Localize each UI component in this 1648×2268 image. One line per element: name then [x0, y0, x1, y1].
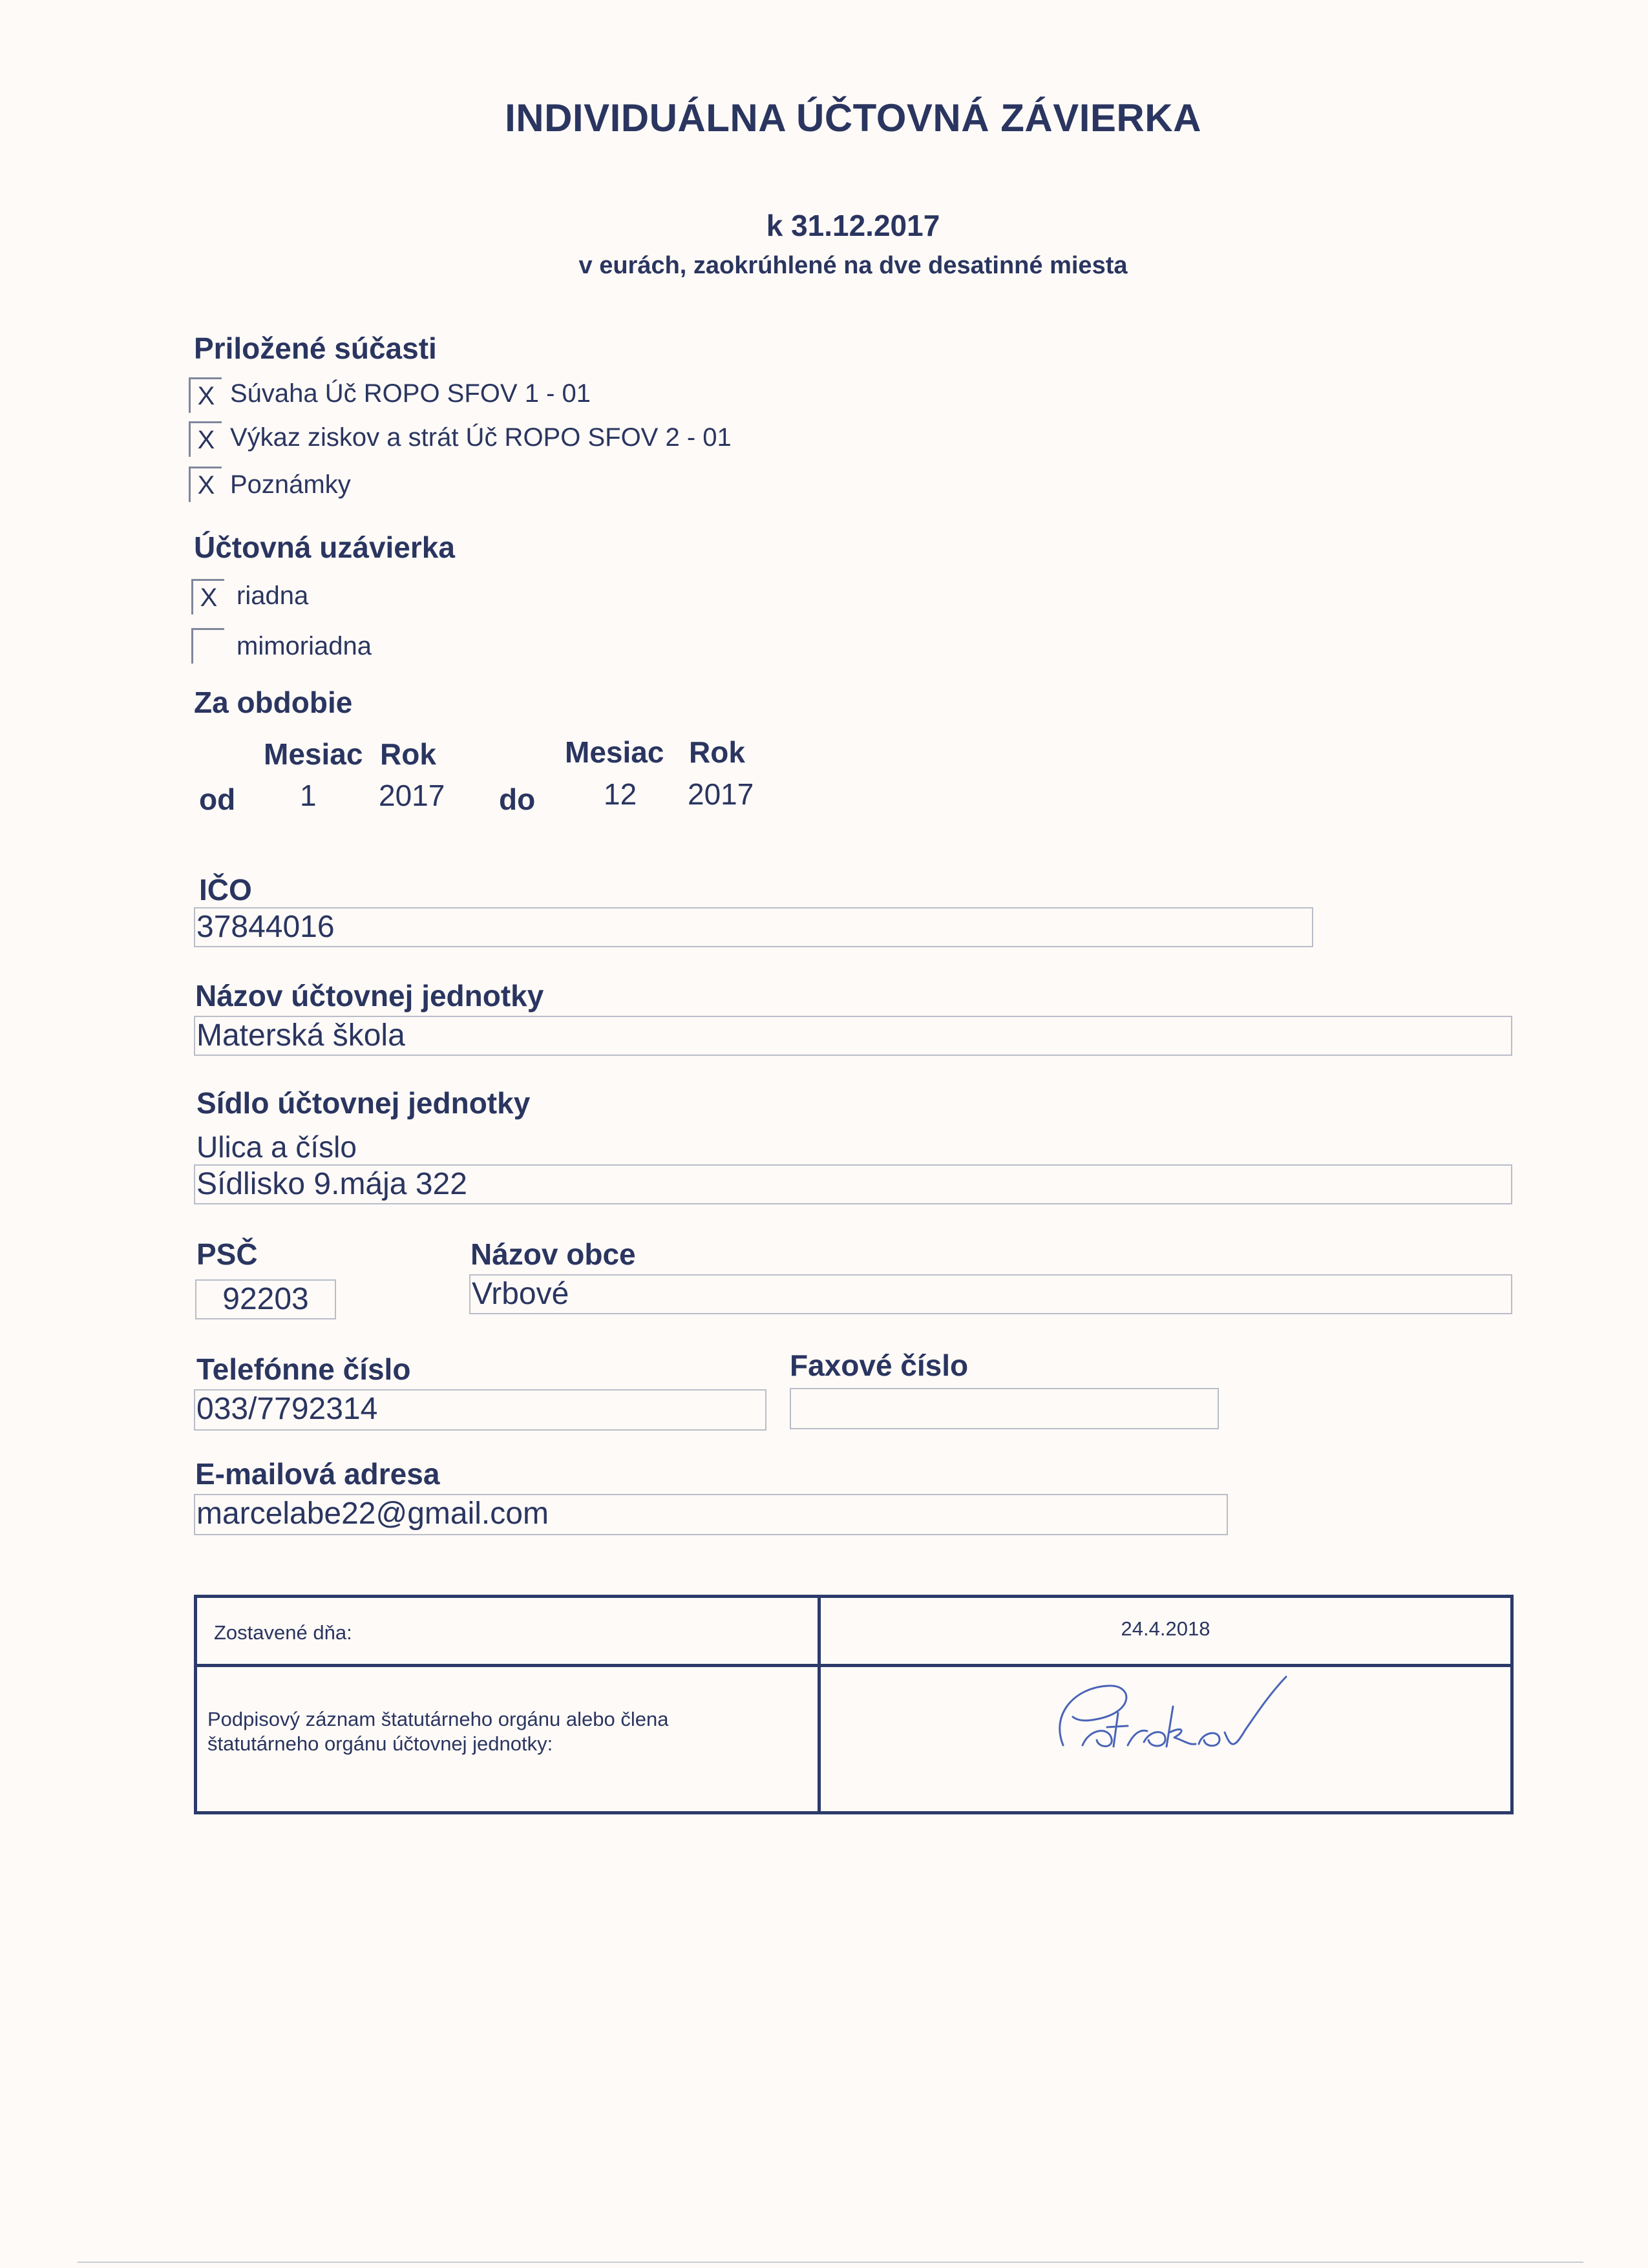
attachment-checkbox-2[interactable]: X: [189, 421, 222, 457]
closing-regular-label: riadna: [237, 582, 309, 610]
handwritten-signature: [1037, 1668, 1315, 1765]
closing-heading: Účtovná uzávierka: [194, 530, 455, 564]
entity-name-field[interactable]: Materská škola: [194, 1016, 1512, 1056]
period-heading: Za obdobie: [194, 686, 353, 719]
document-title: INDIVIDUÁLNA ÚČTOVNÁ ZÁVIERKA: [505, 96, 1201, 140]
attachment-checkbox-3[interactable]: X: [189, 467, 222, 502]
signature-label-line2: štatutárneho orgánu účtovnej jednotky:: [207, 1732, 553, 1755]
signature-label-line1: Podpisový záznam štatutárneho orgánu alebo člena: [207, 1708, 669, 1730]
page-bottom-rule: [78, 2262, 1583, 2263]
fax-field[interactable]: [790, 1388, 1219, 1429]
attachment-checkbox-1[interactable]: X: [189, 377, 222, 413]
ico-field[interactable]: 37844016: [194, 907, 1313, 947]
from-year-header: Rok: [380, 737, 436, 771]
closing-extraordinary-label: mimoriadna: [237, 632, 372, 660]
ico-label: IČO: [199, 873, 252, 907]
to-year-value: 2017: [688, 777, 754, 811]
from-label: od: [199, 782, 236, 816]
attachment-label-1: Súvaha Úč ROPO SFOV 1 - 01: [230, 379, 591, 408]
email-field[interactable]: marcelabe22@gmail.com: [194, 1494, 1228, 1535]
phone-field[interactable]: 033/7792314: [194, 1389, 766, 1431]
street-field[interactable]: Sídlisko 9.mája 322: [194, 1164, 1512, 1204]
closing-regular-checkbox[interactable]: X: [191, 579, 224, 614]
city-field[interactable]: Vrbové: [469, 1274, 1512, 1314]
attachment-label-2: Výkaz ziskov a strát Úč ROPO SFOV 2 - 01: [230, 423, 732, 452]
to-month-value: 12: [604, 777, 637, 811]
to-month-header: Mesiac: [565, 735, 664, 769]
from-month-header: Mesiac: [264, 737, 363, 771]
phone-label: Telefónne číslo: [196, 1352, 411, 1386]
address-label: Sídlo účtovnej jednotky: [196, 1086, 531, 1120]
compiled-date-label: Zostavené dňa:: [214, 1621, 352, 1644]
attachment-label-3: Poznámky: [230, 470, 351, 499]
psc-field[interactable]: 92203: [195, 1279, 336, 1319]
attachments-heading: Priložené súčasti: [194, 331, 437, 365]
city-label: Názov obce: [470, 1237, 636, 1271]
currency-note: v eurách, zaokrúhlené na dve desatinné miesta: [578, 252, 1128, 279]
table-divider-horizontal: [197, 1664, 1510, 1667]
signature-table: [194, 1595, 1514, 1814]
statement-date: k 31.12.2017: [766, 209, 940, 242]
entity-name-label: Názov účtovnej jednotky: [195, 979, 544, 1013]
compiled-date-value: 24.4.2018: [1121, 1617, 1210, 1640]
street-label: Ulica a číslo: [196, 1130, 357, 1164]
from-month-value: 1: [300, 779, 317, 812]
to-year-header: Rok: [689, 735, 745, 769]
fax-label: Faxové číslo: [790, 1349, 969, 1382]
email-label: E-mailová adresa: [195, 1457, 440, 1491]
psc-label: PSČ: [196, 1237, 258, 1271]
to-label: do: [499, 782, 536, 816]
closing-extraordinary-checkbox[interactable]: [191, 628, 224, 664]
from-year-value: 2017: [379, 779, 445, 812]
